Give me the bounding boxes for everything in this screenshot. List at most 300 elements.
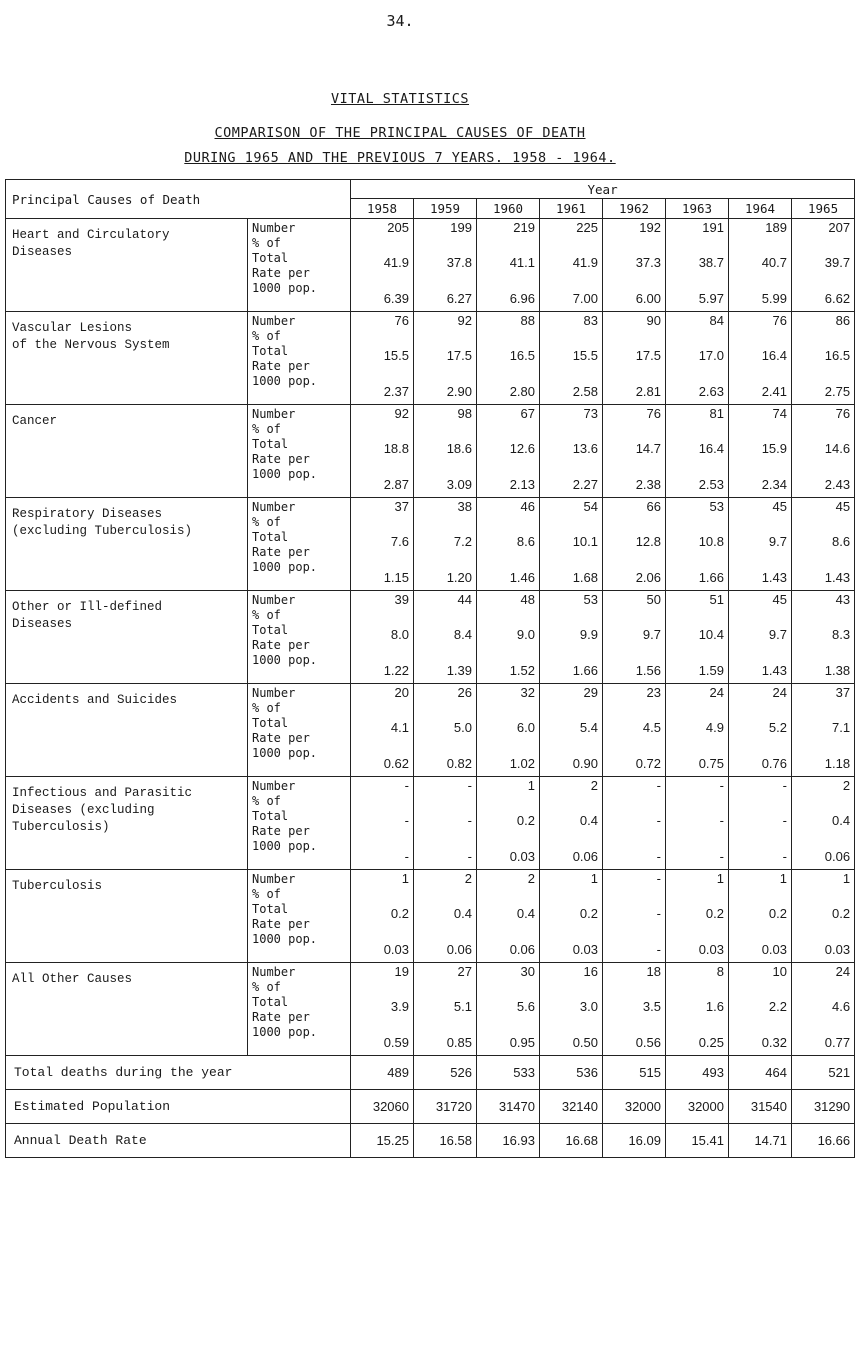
percent-value: 5.0: [453, 720, 472, 735]
rate-value: 2.53: [698, 477, 724, 492]
percent-value: 16.4: [698, 441, 724, 456]
number-value: 76: [835, 406, 851, 421]
percent-value: 41.1: [509, 255, 535, 270]
percent-value: 0.4: [832, 813, 851, 828]
value-cell-1962: [603, 963, 666, 1056]
rate-value: 1.43: [761, 663, 787, 678]
value-cell-1958: [351, 870, 414, 963]
percent-value: -: [467, 813, 472, 828]
value-cell-1961: [540, 684, 603, 777]
value-cell-1959: [414, 870, 477, 963]
number-value: 92: [394, 406, 409, 421]
metric-labels: Number % of Total Rate per 1000 pop.: [248, 684, 351, 777]
number-value: 83: [583, 313, 598, 328]
number-value: 98: [457, 406, 472, 421]
rate-value: 6.00: [635, 291, 661, 306]
rate-value: 1.38: [824, 663, 851, 678]
percent-value: 5.4: [579, 720, 598, 735]
rate-value: 0.03: [824, 942, 851, 957]
cause-name: Respiratory Diseases (excluding Tuberculosis): [6, 498, 248, 591]
year-header-1959: 1959: [414, 199, 477, 219]
value-cell-1963: [666, 777, 729, 870]
number-value: 24: [772, 685, 787, 700]
rate-value: 2.90: [446, 384, 472, 399]
number-value: 207: [828, 220, 851, 235]
cause-name: Infectious and Parasitic Diseases (excluding Tuberculosis): [6, 777, 248, 870]
percent-value: 2.2: [768, 999, 787, 1014]
cause-column-header: Principal Causes of Death: [6, 180, 351, 219]
percent-value: 14.7: [635, 441, 661, 456]
percent-value: 4.5: [642, 720, 661, 735]
rate-value: 1.43: [824, 570, 851, 585]
rate-value: 1.66: [698, 570, 724, 585]
percent-value: 4.6: [832, 999, 851, 1014]
summary-label: Estimated Population: [6, 1090, 351, 1124]
rate-value: 2.06: [635, 570, 661, 585]
summary-value-1960: 31470: [477, 1090, 540, 1124]
summary-label: Annual Death Rate: [6, 1124, 351, 1158]
cause-row: [6, 684, 855, 777]
rate-value: 1.02: [509, 756, 535, 771]
percent-value: 15.5: [572, 348, 598, 363]
percent-value: 0.4: [453, 906, 472, 921]
rate-value: 0.72: [635, 756, 661, 771]
value-cell-1964: [729, 405, 792, 498]
rate-value: 1.56: [635, 663, 661, 678]
number-value: 74: [772, 406, 787, 421]
number-value: 20: [394, 685, 409, 700]
rate-value: 0.06: [446, 942, 472, 957]
rate-value: 0.06: [509, 942, 535, 957]
summary-value-1965: 16.66: [792, 1124, 855, 1158]
summary-value-1959: 31720: [414, 1090, 477, 1124]
percent-value: 17.0: [698, 348, 724, 363]
rate-value: 2.63: [698, 384, 724, 399]
year-header-1962: 1962: [603, 199, 666, 219]
value-cell-1960: [477, 312, 540, 405]
value-cell-1958: [351, 312, 414, 405]
rate-value: 1.20: [446, 570, 472, 585]
percent-value: 39.7: [824, 255, 851, 270]
value-cell-1962: [603, 684, 666, 777]
summary-value-1961: 536: [540, 1056, 603, 1090]
number-value: 199: [450, 220, 472, 235]
cause-name: Accidents and Suicides: [6, 684, 248, 777]
number-value: 73: [583, 406, 598, 421]
rate-value: 0.03: [761, 942, 787, 957]
value-cell-1964: [729, 312, 792, 405]
rate-value: 1.46: [509, 570, 535, 585]
rate-value: 0.85: [446, 1035, 472, 1050]
value-cell-1960: [477, 870, 540, 963]
rate-value: -: [404, 849, 409, 864]
value-cell-1958: [351, 963, 414, 1056]
rate-value: 1.22: [383, 663, 409, 678]
summary-value-1959: 16.58: [414, 1124, 477, 1158]
percent-value: -: [782, 813, 787, 828]
rate-value: 0.95: [509, 1035, 535, 1050]
rate-value: 0.75: [698, 756, 724, 771]
percent-value: 3.5: [642, 999, 661, 1014]
summary-value-1965: 31290: [792, 1090, 855, 1124]
number-value: 1: [842, 871, 851, 886]
percent-value: -: [656, 813, 661, 828]
percent-value: 17.5: [446, 348, 472, 363]
number-value: 37: [394, 499, 409, 514]
percent-value: 18.6: [446, 441, 472, 456]
value-cell-1965: [792, 777, 855, 870]
number-value: 51: [709, 592, 724, 607]
value-cell-1961: [540, 312, 603, 405]
metric-labels: Number % of Total Rate per 1000 pop.: [248, 963, 351, 1056]
number-value: 26: [457, 685, 472, 700]
number-value: 50: [646, 592, 661, 607]
number-value: -: [719, 778, 724, 793]
metric-labels: Number % of Total Rate per 1000 pop.: [248, 591, 351, 684]
number-value: 45: [772, 592, 787, 607]
rate-value: 6.27: [446, 291, 472, 306]
metric-labels: Number % of Total Rate per 1000 pop.: [248, 777, 351, 870]
value-cell-1959: [414, 405, 477, 498]
rate-value: 0.03: [383, 942, 409, 957]
number-value: 24: [835, 964, 851, 979]
percent-value: 9.7: [768, 534, 787, 549]
percent-value: 0.4: [579, 813, 598, 828]
number-value: 53: [583, 592, 598, 607]
rate-value: -: [656, 942, 661, 957]
percent-value: 3.0: [579, 999, 598, 1014]
rate-value: -: [656, 849, 661, 864]
percent-value: -: [404, 813, 409, 828]
number-value: 48: [520, 592, 535, 607]
percent-value: 0.2: [516, 813, 535, 828]
value-cell-1960: [477, 684, 540, 777]
number-value: 92: [457, 313, 472, 328]
number-value: 53: [709, 499, 724, 514]
rate-value: 2.75: [824, 384, 851, 399]
number-value: 45: [772, 499, 787, 514]
percent-value: 3.9: [390, 999, 409, 1014]
value-cell-1965: [792, 684, 855, 777]
year-header-1958: 1958: [351, 199, 414, 219]
number-value: 39: [394, 592, 409, 607]
number-value: 37: [835, 685, 851, 700]
number-value: 2: [464, 871, 472, 886]
percent-value: 13.6: [572, 441, 598, 456]
rate-value: -: [719, 849, 724, 864]
summary-value-1962: 32000: [603, 1090, 666, 1124]
number-value: 24: [709, 685, 724, 700]
value-cell-1961: [540, 963, 603, 1056]
number-value: 88: [520, 313, 535, 328]
number-value: 2: [527, 871, 535, 886]
percent-value: 16.5: [824, 348, 851, 363]
rate-value: 2.34: [761, 477, 787, 492]
percent-value: 10.1: [572, 534, 598, 549]
percent-value: 41.9: [572, 255, 598, 270]
metric-labels: Number % of Total Rate per 1000 pop.: [248, 405, 351, 498]
value-cell-1962: [603, 219, 666, 312]
value-cell-1964: [729, 591, 792, 684]
number-value: 27: [457, 964, 472, 979]
number-value: -: [467, 778, 472, 793]
value-cell-1965: [792, 219, 855, 312]
percent-value: 16.5: [509, 348, 535, 363]
cause-row: [6, 405, 855, 498]
rate-value: 1.59: [698, 663, 724, 678]
value-cell-1959: [414, 591, 477, 684]
number-value: 76: [394, 313, 409, 328]
value-cell-1965: [792, 498, 855, 591]
number-value: 43: [835, 592, 851, 607]
value-cell-1959: [414, 219, 477, 312]
summary-value-1958: 15.25: [351, 1124, 414, 1158]
rate-value: 1.39: [446, 663, 472, 678]
rate-value: 2.37: [383, 384, 409, 399]
rate-value: 7.00: [572, 291, 598, 306]
summary-value-1960: 533: [477, 1056, 540, 1090]
cause-row: [6, 219, 855, 312]
percent-value: 37.3: [635, 255, 661, 270]
value-cell-1965: [792, 591, 855, 684]
rate-value: 1.18: [824, 756, 851, 771]
number-value: 225: [576, 220, 598, 235]
year-header-1963: 1963: [666, 199, 729, 219]
percent-value: 8.3: [832, 627, 851, 642]
percent-value: 8.4: [453, 627, 472, 642]
rate-value: 0.06: [572, 849, 598, 864]
percent-value: -: [656, 906, 661, 921]
number-value: -: [656, 778, 661, 793]
rate-value: 0.03: [509, 849, 535, 864]
value-cell-1959: [414, 963, 477, 1056]
value-cell-1960: [477, 498, 540, 591]
number-value: 30: [520, 964, 535, 979]
percent-value: 0.2: [705, 906, 724, 921]
value-cell-1958: [351, 219, 414, 312]
rate-value: 2.81: [635, 384, 661, 399]
rate-value: 1.43: [761, 570, 787, 585]
number-value: 1: [779, 871, 787, 886]
value-cell-1958: [351, 777, 414, 870]
value-cell-1964: [729, 963, 792, 1056]
rate-value: 1.15: [383, 570, 409, 585]
number-value: 8: [716, 964, 724, 979]
rate-value: 6.39: [383, 291, 409, 306]
rate-value: 0.50: [572, 1035, 598, 1050]
rate-value: 0.82: [446, 756, 472, 771]
percent-value: 7.2: [453, 534, 472, 549]
rate-value: 0.77: [824, 1035, 851, 1050]
value-cell-1962: [603, 498, 666, 591]
value-cell-1963: [666, 219, 729, 312]
summary-value-1964: 14.71: [729, 1124, 792, 1158]
metric-labels: Number % of Total Rate per 1000 pop.: [248, 312, 351, 405]
cause-row: [6, 870, 855, 963]
year-header-1964: 1964: [729, 199, 792, 219]
metric-labels: Number % of Total Rate per 1000 pop.: [248, 870, 351, 963]
value-cell-1962: [603, 405, 666, 498]
percent-value: 5.6: [516, 999, 535, 1014]
cause-name: Other or Ill-defined Diseases: [6, 591, 248, 684]
number-value: 1: [716, 871, 724, 886]
percent-value: 18.8: [383, 441, 409, 456]
percent-value: 40.7: [761, 255, 787, 270]
summary-value-1959: 526: [414, 1056, 477, 1090]
rate-value: 1.66: [572, 663, 598, 678]
percent-value: 0.4: [516, 906, 535, 921]
rate-value: 0.59: [383, 1035, 409, 1050]
rate-value: 2.41: [761, 384, 787, 399]
number-value: 219: [513, 220, 535, 235]
number-value: 189: [765, 220, 787, 235]
rate-value: 1.68: [572, 570, 598, 585]
value-cell-1963: [666, 312, 729, 405]
percent-value: 4.9: [705, 720, 724, 735]
number-value: 66: [646, 499, 661, 514]
summary-value-1961: 16.68: [540, 1124, 603, 1158]
cause-name: Tuberculosis: [6, 870, 248, 963]
rate-value: 0.56: [635, 1035, 661, 1050]
percent-value: 41.9: [383, 255, 409, 270]
value-cell-1960: [477, 405, 540, 498]
number-value: 10: [772, 964, 787, 979]
rate-value: 3.09: [446, 477, 472, 492]
value-cell-1965: [792, 312, 855, 405]
percent-value: 8.0: [390, 627, 409, 642]
percent-value: 12.6: [509, 441, 535, 456]
number-value: 46: [520, 499, 535, 514]
number-value: -: [782, 778, 787, 793]
causes-of-death-table: [5, 179, 855, 1158]
summary-label: Total deaths during the year: [6, 1056, 351, 1090]
percent-value: 38.7: [698, 255, 724, 270]
value-cell-1962: [603, 591, 666, 684]
year-header-1961: 1961: [540, 199, 603, 219]
value-cell-1958: [351, 405, 414, 498]
value-cell-1962: [603, 777, 666, 870]
year-header-1960: 1960: [477, 199, 540, 219]
cause-name: Heart and Circulatory Diseases: [6, 219, 248, 312]
percent-value: 15.5: [383, 348, 409, 363]
summary-value-1963: 15.41: [666, 1124, 729, 1158]
rate-value: 0.25: [698, 1035, 724, 1050]
rate-value: 2.38: [635, 477, 661, 492]
rate-value: -: [467, 849, 472, 864]
rate-value: 1.52: [509, 663, 535, 678]
percent-value: 10.8: [698, 534, 724, 549]
rate-value: 5.97: [698, 291, 724, 306]
summary-value-1962: 515: [603, 1056, 666, 1090]
percent-value: 16.4: [761, 348, 787, 363]
rate-value: 2.58: [572, 384, 598, 399]
value-cell-1959: [414, 684, 477, 777]
rate-value: 2.80: [509, 384, 535, 399]
rate-value: 5.99: [761, 291, 787, 306]
percent-value: 9.7: [642, 627, 661, 642]
value-cell-1958: [351, 591, 414, 684]
percent-value: 8.6: [832, 534, 851, 549]
number-value: 191: [702, 220, 724, 235]
cause-row: [6, 312, 855, 405]
page-subtitle: COMPARISON OF THE PRINCIPAL CAUSES OF DEATH: [214, 125, 586, 141]
cause-row: [6, 498, 855, 591]
year-column-header: Year: [351, 180, 855, 199]
summary-row: [6, 1124, 855, 1158]
page-title: VITAL STATISTICS: [330, 91, 470, 107]
value-cell-1960: [477, 591, 540, 684]
number-value: -: [656, 871, 661, 886]
number-value: 18: [646, 964, 661, 979]
number-value: 32: [520, 685, 535, 700]
metric-labels: Number % of Total Rate per 1000 pop.: [248, 498, 351, 591]
percent-value: 0.2: [579, 906, 598, 921]
summary-value-1958: 489: [351, 1056, 414, 1090]
value-cell-1963: [666, 963, 729, 1056]
value-cell-1962: [603, 312, 666, 405]
number-value: 23: [646, 685, 661, 700]
percent-value: 5.1: [453, 999, 472, 1014]
rate-value: 0.62: [383, 756, 409, 771]
value-cell-1964: [729, 684, 792, 777]
percent-value: 9.9: [579, 627, 598, 642]
rate-value: 0.06: [824, 849, 851, 864]
number-value: 84: [709, 313, 724, 328]
rate-value: 6.96: [509, 291, 535, 306]
metric-labels: Number % of Total Rate per 1000 pop.: [248, 219, 351, 312]
rate-value: 0.90: [572, 756, 598, 771]
percent-value: 37.8: [446, 255, 472, 270]
year-header-1965: 1965: [792, 199, 855, 219]
number-value: -: [404, 778, 409, 793]
value-cell-1965: [792, 405, 855, 498]
value-cell-1961: [540, 591, 603, 684]
value-cell-1963: [666, 591, 729, 684]
value-cell-1961: [540, 870, 603, 963]
value-cell-1963: [666, 870, 729, 963]
summary-value-1963: 493: [666, 1056, 729, 1090]
summary-value-1960: 16.93: [477, 1124, 540, 1158]
summary-value-1964: 464: [729, 1056, 792, 1090]
rate-value: 6.62: [824, 291, 851, 306]
percent-value: 0.2: [390, 906, 409, 921]
percent-value: 5.2: [768, 720, 787, 735]
value-cell-1958: [351, 498, 414, 591]
cause-row: [6, 963, 855, 1056]
number-value: 38: [457, 499, 472, 514]
value-cell-1959: [414, 312, 477, 405]
number-value: 90: [646, 313, 661, 328]
percent-value: -: [719, 813, 724, 828]
number-value: 54: [583, 499, 598, 514]
value-cell-1959: [414, 777, 477, 870]
summary-value-1962: 16.09: [603, 1124, 666, 1158]
value-cell-1964: [729, 777, 792, 870]
value-cell-1959: [414, 498, 477, 591]
number-value: 81: [709, 406, 724, 421]
value-cell-1960: [477, 219, 540, 312]
value-cell-1962: [603, 870, 666, 963]
percent-value: 7.6: [390, 534, 409, 549]
value-cell-1961: [540, 498, 603, 591]
number-value: 205: [387, 220, 409, 235]
number-value: 76: [772, 313, 787, 328]
number-value: 1: [590, 871, 598, 886]
summary-row: [6, 1090, 855, 1124]
rate-value: 0.03: [572, 942, 598, 957]
summary-row: [6, 1056, 855, 1090]
number-value: 1: [401, 871, 409, 886]
